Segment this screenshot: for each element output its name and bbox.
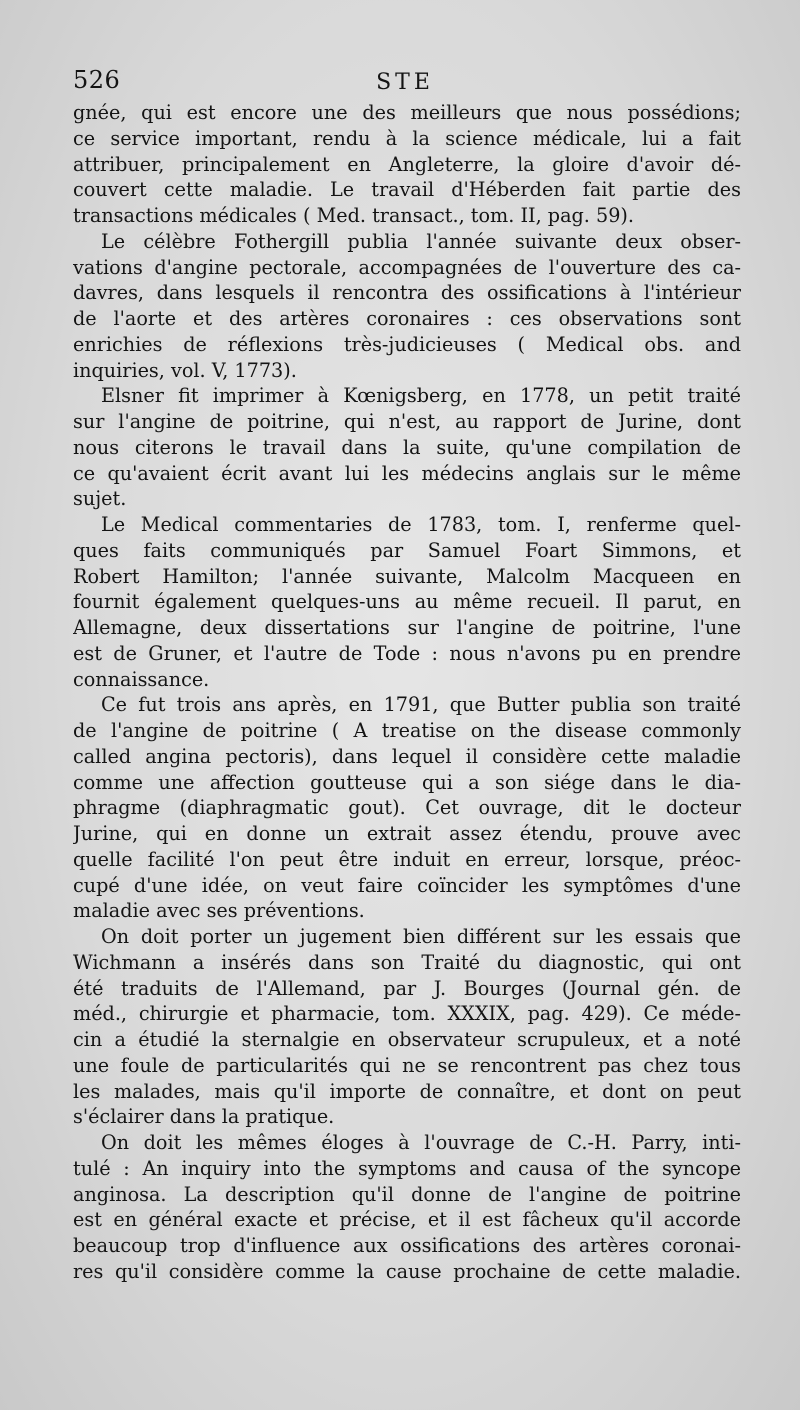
text-line: transactions médicales ( Med. transact., tom. II, pag. 59). (73, 204, 635, 227)
text-line: est de Gruner, et l'autre de Tode : nous n'avons pu en prendre (73, 641, 741, 665)
text-line: phragme (diaphragmatic gout). Cet ouvrage, dit le docteur (73, 796, 741, 820)
text-line: anginosa. La description qu'il donne de l'angine de poitrine (73, 1182, 741, 1206)
text-line: vations d'angine pectorale, accompagnées de l'ouverture des ca- (73, 255, 741, 279)
text-line: sujet. (73, 487, 127, 511)
text-line: Ce fut trois ans après, en 1791, que Butter publia son traité (101, 693, 741, 717)
text-line: fournit également quelques-uns au même recueil. Il parut, en (73, 590, 741, 614)
text-line: attribuer, principalement en Angleterre, la gloire d'avoir dé- (73, 152, 741, 176)
body-text (73, 100, 741, 1285)
text-line: On doit les mêmes éloges à l'ouvrage de C.-H. Parry, inti- (101, 1131, 741, 1154)
text-line: Robert Hamilton; l'année suivante, Malcolm Macqueen en (73, 564, 741, 588)
text-line: méd., chirurgie et pharmacie, tom. XXXIX, pag. 429). Ce méde- (73, 1002, 741, 1026)
text-line: Wichmann a insérés dans son Traité du diagnostic, qui ont (73, 950, 741, 974)
text-line: les malades, mais qu'il importe de connaître, et dont on peut (73, 1079, 741, 1103)
text-line: Allemagne, deux dissertations sur l'angine de poitrine, l'une (73, 616, 741, 639)
text-line: enrichies de réflexions très-judicieuses ( Medical obs. and (73, 332, 741, 356)
text-line: sur l'angine de poitrine, qui n'est, au rapport de Jurine, dont (73, 410, 741, 433)
text-line: res qu'il considère comme la cause prochaine de cette maladie. (73, 1259, 741, 1283)
text-line: gnée, qui est encore une des meilleurs que nous possédions; (73, 101, 741, 124)
text-line: inquiries, vol. V, 1773). (73, 358, 297, 382)
text-line: couvert cette maladie. Le travail d'Héberden fait partie des (73, 178, 741, 202)
text-line: Le célèbre Fothergill publia l'année suivante deux obser- (101, 229, 741, 253)
text-line: cin a étudié la sternalgie en observateur scrupuleux, et a noté (73, 1028, 741, 1051)
text-line: cupé d'une idée, on veut faire coïncider les symptômes d'une (73, 873, 741, 897)
text-line: Elsner fit imprimer à Kœnigsberg, en 1778, un petit traité (101, 384, 741, 408)
text-line: de l'aorte et des artères coronaires : ces observations sont (73, 307, 741, 330)
text-line: ce service important, rendu à la science médicale, lui a fait (73, 126, 741, 150)
text-line: de l'angine de poitrine ( A treatise on the disease commonly (73, 719, 741, 742)
text-line: s'éclairer dans la pratique. (73, 1105, 335, 1129)
text-line: called angina pectoris), dans lequel il considère cette maladie (73, 744, 741, 768)
text-line: comme une affection goutteuse qui a son siége dans le dia- (73, 770, 741, 794)
text-line: tulé : An inquiry into the symptoms and causa of the syncope (73, 1156, 741, 1180)
text-line: est en général exacte et précise, et il est fâcheux qu'il accorde (73, 1208, 741, 1232)
text-line: maladie avec ses préventions. (73, 899, 365, 923)
text-line: Le Medical commentaries de 1783, tom. I, renferme quel- (101, 513, 741, 536)
text-line: une foule de particularités qui ne se rencontrent pas chez tous (73, 1053, 741, 1077)
running-head: STE (376, 70, 434, 95)
text-line: ce qu'avaient écrit avant lui les médecins anglais sur le même (73, 461, 741, 485)
text-line: nous citerons le travail dans la suite, qu'une compilation de (73, 435, 741, 459)
text-line: Jurine, qui en donne un extrait assez étendu, prouve avec (73, 822, 741, 845)
text-line: quelle facilité l'on peut être induit en erreur, lorsque, préoc- (73, 847, 741, 871)
text-line: davres, dans lesquels il rencontra des ossifications à l'intérieur (73, 281, 741, 305)
text-line: On doit porter un jugement bien différent sur les essais que (101, 925, 741, 948)
text-line: été traduits de l'Allemand, par J. Bourges (Journal gén. de (73, 976, 741, 1000)
page-number: 526 (73, 66, 121, 94)
text-line: beaucoup trop d'influence aux ossifications des artères coronai- (73, 1234, 741, 1257)
text-line: connaissance. (73, 667, 210, 691)
text-line: ques faits communiqués par Samuel Foart Simmons, et (73, 538, 741, 562)
